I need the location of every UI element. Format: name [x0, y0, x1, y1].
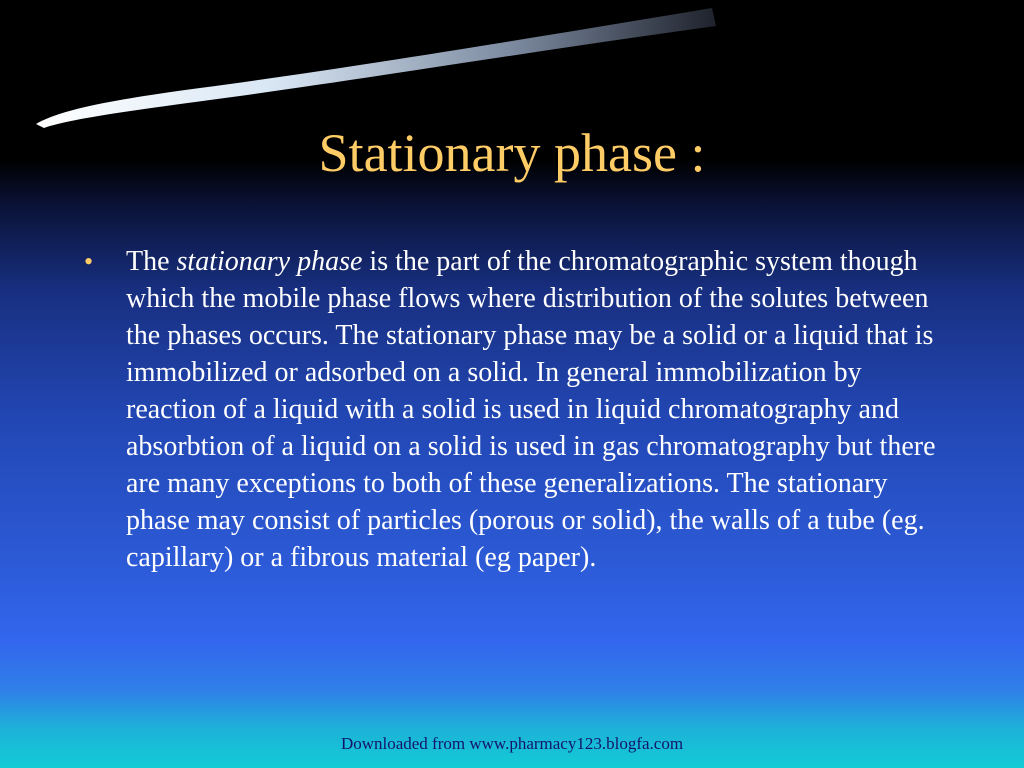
- bullet-body-text: is the part of the chromatographic system though which the mobile phase flows where distribution of the solutes between the phases occurs. The stationary phase may be a solid or a liquid that is immobilized or adsorbed on a solid. In general immobilization by reaction of a liquid with a solid is used in liquid chromatography and absorbtion of a liquid on a solid is used in gas chromatography but there are many exceptions to both of these generalizations. The stationary phase may consist of particles (porous or solid), the walls of a tube (eg. capillary) or a fibrous material (eg paper).: [126, 246, 936, 573]
- swoosh-shape: [36, 8, 716, 128]
- bullet-emphasis-text: stationary phase: [176, 246, 363, 277]
- footer-credit: Downloaded from www.pharmacy123.blogfa.com: [340, 734, 684, 753]
- slide-content: [84, 243, 944, 576]
- bullet-marker: •: [84, 247, 94, 276]
- bullet-lead-text: The: [126, 246, 177, 277]
- bullet-item: [84, 243, 944, 576]
- slide-title: Stationary phase :: [318, 123, 706, 183]
